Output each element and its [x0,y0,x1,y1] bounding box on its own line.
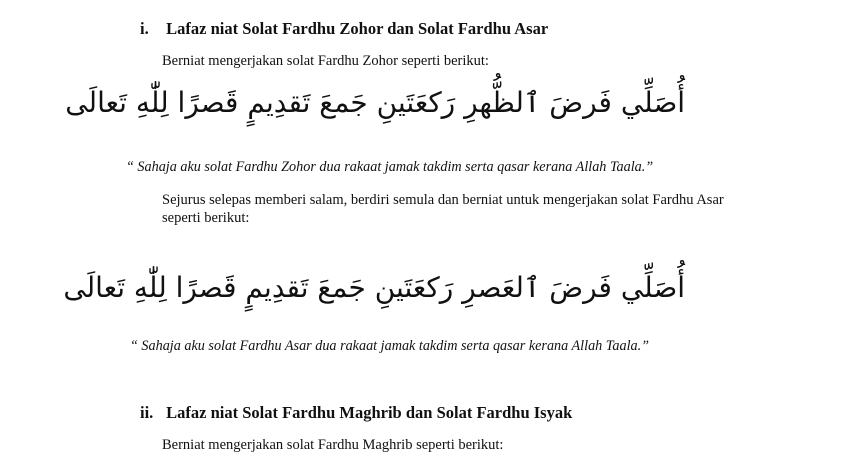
section-i-heading [140,19,548,39]
intro-zohor: Berniat mengerjakan solat Fardhu Zohor seperti berikut: [162,53,489,69]
section-i-title: Lafaz niat Solat Fardhu Zohor dan Solat Fardhu Asar [166,19,549,38]
arabic-niat-zohor: أُصَلِّي فَرضَ ٱلظُّهرِ رَكعَتَينِ جَمعَ تَقدِيمٍ قَصرًا لِلّٰهِ تَعالَى [65,86,685,119]
section-i-number: i. [140,19,149,38]
intro-asar-line1: Sejurus selepas memberi salam, berdiri semula dan berniat untuk mengerjakan solat Fardhu Asar [162,192,724,208]
translation-zohor: “ Sahaja aku solat Fardhu Zohor dua rakaat jamak takdim serta qasar kerana Allah Taala.” [126,159,654,175]
intro-maghrib: Berniat mengerjakan solat Fardhu Maghrib seperti berikut: [162,437,504,453]
intro-asar-line2: seperti berikut: [162,210,250,226]
section-ii-title: Lafaz niat Solat Fardhu Maghrib dan Solat Fardhu Isyak [166,403,573,422]
section-ii-number: ii. [140,403,154,422]
section-ii-heading [140,403,572,423]
arabic-niat-asar: أُصَلِّي فَرضَ ٱلعَصرِ رَكعَتَينِ جَمعَ تَقدِيمٍ قَصرًا لِلّٰهِ تَعالَى [63,271,685,304]
translation-asar: “ Sahaja aku solat Fardhu Asar dua rakaat jamak takdim serta qasar kerana Allah Taala.” [130,338,650,354]
